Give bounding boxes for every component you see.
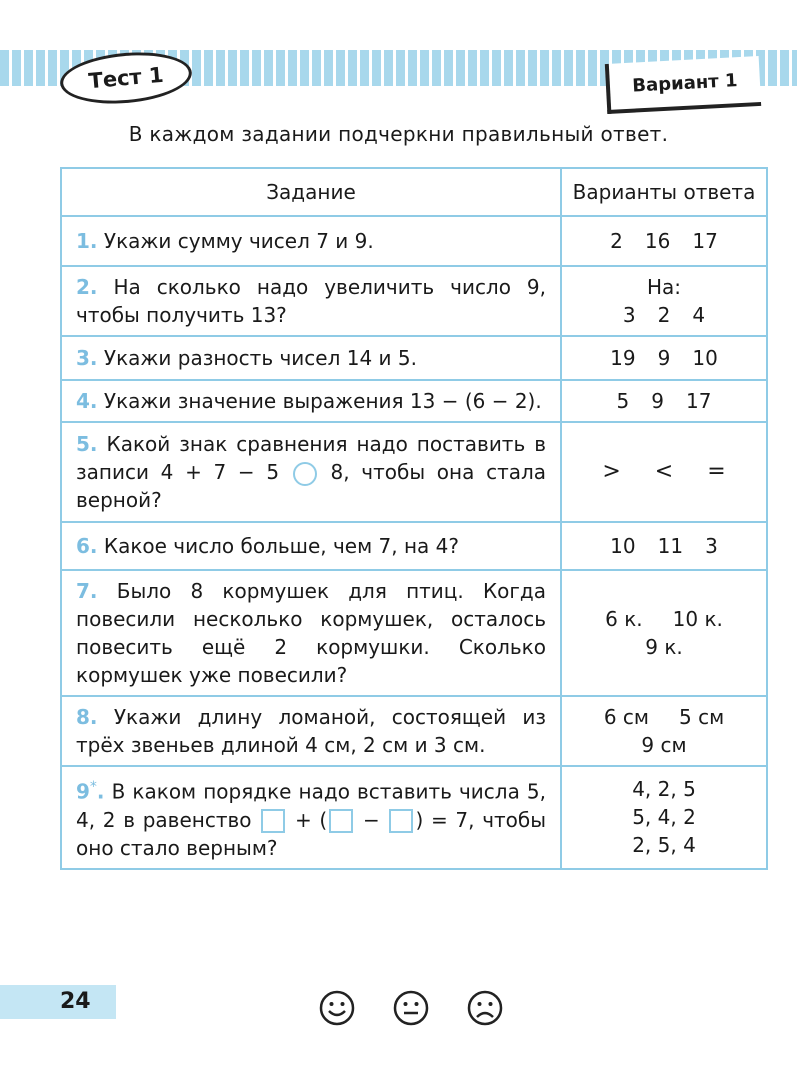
answer-option[interactable]: 17 (686, 389, 712, 413)
task-answers (561, 216, 767, 266)
task-question (61, 522, 561, 570)
task-question (61, 266, 561, 336)
task-row-1 (61, 216, 767, 266)
answer-option[interactable]: 10 (692, 346, 718, 370)
task-text: Было 8 кормушек для птиц. Когда повесили несколько кормушек, осталось повесить ещё 2 кормушки. Сколько кормушек уже повесили? (76, 579, 547, 687)
answer-option[interactable]: 9 (657, 346, 671, 370)
task-text: Укажи длину ломаной, состоящей из трёх звеньев длиной 4 см, 2 см и 3 см. (76, 705, 546, 757)
answer-option[interactable]: 2 (657, 303, 671, 327)
square-slot-2[interactable] (329, 809, 353, 833)
task-number: 4. (76, 389, 98, 413)
task-text: Укажи сумму чисел 7 и 9. (103, 229, 374, 253)
column-header-task: Задание (61, 168, 561, 216)
answer-option[interactable]: 6 к. (605, 607, 643, 631)
task-answers (561, 422, 767, 522)
task-question (61, 766, 561, 869)
task-number: 8. (76, 705, 98, 729)
square-slot-1[interactable] (261, 809, 285, 833)
answer-option[interactable]: 2 (610, 229, 623, 253)
answer-option[interactable]: 10 (610, 534, 636, 558)
answer-option[interactable]: 3 (705, 534, 718, 558)
task-text: Укажи значение выражения 13 − (6 − 2). (103, 389, 542, 413)
task-number: 3. (76, 346, 98, 370)
task-answers (561, 522, 767, 570)
task-text-after: 8, чтобы она стала верной? (76, 460, 547, 512)
answer-option[interactable]: 2, 5, 4 (632, 833, 696, 858)
answer-option[interactable]: > (602, 459, 621, 484)
task-star-mark: * (89, 779, 97, 795)
square-slot-3[interactable] (389, 809, 413, 833)
answer-option[interactable]: 5 (616, 389, 630, 413)
task-question (61, 216, 561, 266)
task-answers (561, 696, 767, 766)
task-row-9 (61, 766, 767, 869)
answer-option[interactable]: 10 к. (672, 607, 723, 631)
task-question (61, 336, 561, 380)
answer-option[interactable]: 16 (644, 229, 671, 253)
page-number-band (0, 985, 116, 1019)
answer-option[interactable]: 9 к. (645, 635, 683, 659)
answer-option[interactable]: 9 см (641, 733, 687, 757)
answer-option[interactable]: 19 (610, 346, 636, 370)
neutral-face-icon[interactable] (392, 989, 430, 1027)
task-number: 1. (76, 229, 98, 253)
tasks-table (60, 167, 768, 870)
task-answers (561, 570, 767, 696)
happy-face-icon[interactable] (318, 989, 356, 1027)
task-question (61, 422, 561, 522)
answer-option[interactable]: 17 (692, 229, 718, 253)
self-assessment-faces (318, 989, 504, 1027)
sad-face-icon[interactable] (466, 989, 504, 1027)
task-row-4 (61, 380, 767, 422)
task-number: 9 (76, 779, 90, 804)
answer-option[interactable]: 5, 4, 2 (632, 805, 696, 830)
answer-option[interactable]: 3 (622, 303, 636, 327)
answer-option[interactable]: 9 (651, 389, 664, 413)
task-answers (561, 336, 767, 380)
answer-option[interactable]: 6 см (603, 705, 649, 729)
page-number: 24 (60, 989, 91, 1014)
task-row-7 (61, 570, 767, 696)
task-text-start: В каком порядке надо вставить числа 5, 4, 2 в равенство (76, 779, 546, 832)
task-number: 7. (76, 579, 98, 603)
task-text-plus: + ( (294, 807, 328, 832)
task-row-6 (61, 522, 767, 570)
comparison-circle-slot[interactable] (293, 462, 317, 486)
task-row-8 (61, 696, 767, 766)
task-row-3 (61, 336, 767, 380)
task-number: 6. (76, 534, 98, 558)
task-answers (561, 266, 767, 336)
task-number: 5. (76, 432, 98, 456)
task-question (61, 696, 561, 766)
answer-prefix: На: (646, 275, 682, 299)
task-question (61, 570, 561, 696)
task-text-end: ) = 7, чтобы оно стало верным? (76, 807, 547, 860)
answer-option[interactable]: 5 см (679, 705, 725, 729)
task-text: Укажи разность чисел 14 и 5. (103, 346, 417, 370)
answer-option[interactable]: < (654, 459, 674, 484)
instruction: В каждом задании подчеркни правильный ответ. (128, 122, 669, 146)
table-header-row (61, 168, 767, 216)
task-row-2 (61, 266, 767, 336)
task-number-dot: . (96, 779, 105, 804)
task-text-before: Какой знак сравнения надо поставить в записи 4 + 7 − 5 (76, 432, 547, 484)
variant-label-text: Вариант 1 (631, 69, 738, 97)
task-text-minus: − (362, 807, 380, 832)
task-text: На сколько надо увеличить число 9, чтобы получить 13? (76, 275, 546, 327)
answer-option[interactable]: = (707, 459, 726, 484)
variant-label (605, 56, 761, 114)
task-question (61, 380, 561, 422)
task-answers (561, 766, 767, 869)
answer-option[interactable]: 4 (692, 303, 706, 327)
column-header-answers: Варианты ответа (561, 168, 767, 216)
test-label-text: Тест 1 (87, 62, 165, 94)
task-number: 2. (76, 275, 98, 299)
answer-option[interactable]: 11 (657, 534, 684, 558)
task-row-5 (61, 422, 767, 522)
answer-option[interactable]: 4, 2, 5 (632, 777, 696, 802)
task-text: Какое число больше, чем 7, на 4? (103, 534, 459, 558)
task-answers (561, 380, 767, 422)
